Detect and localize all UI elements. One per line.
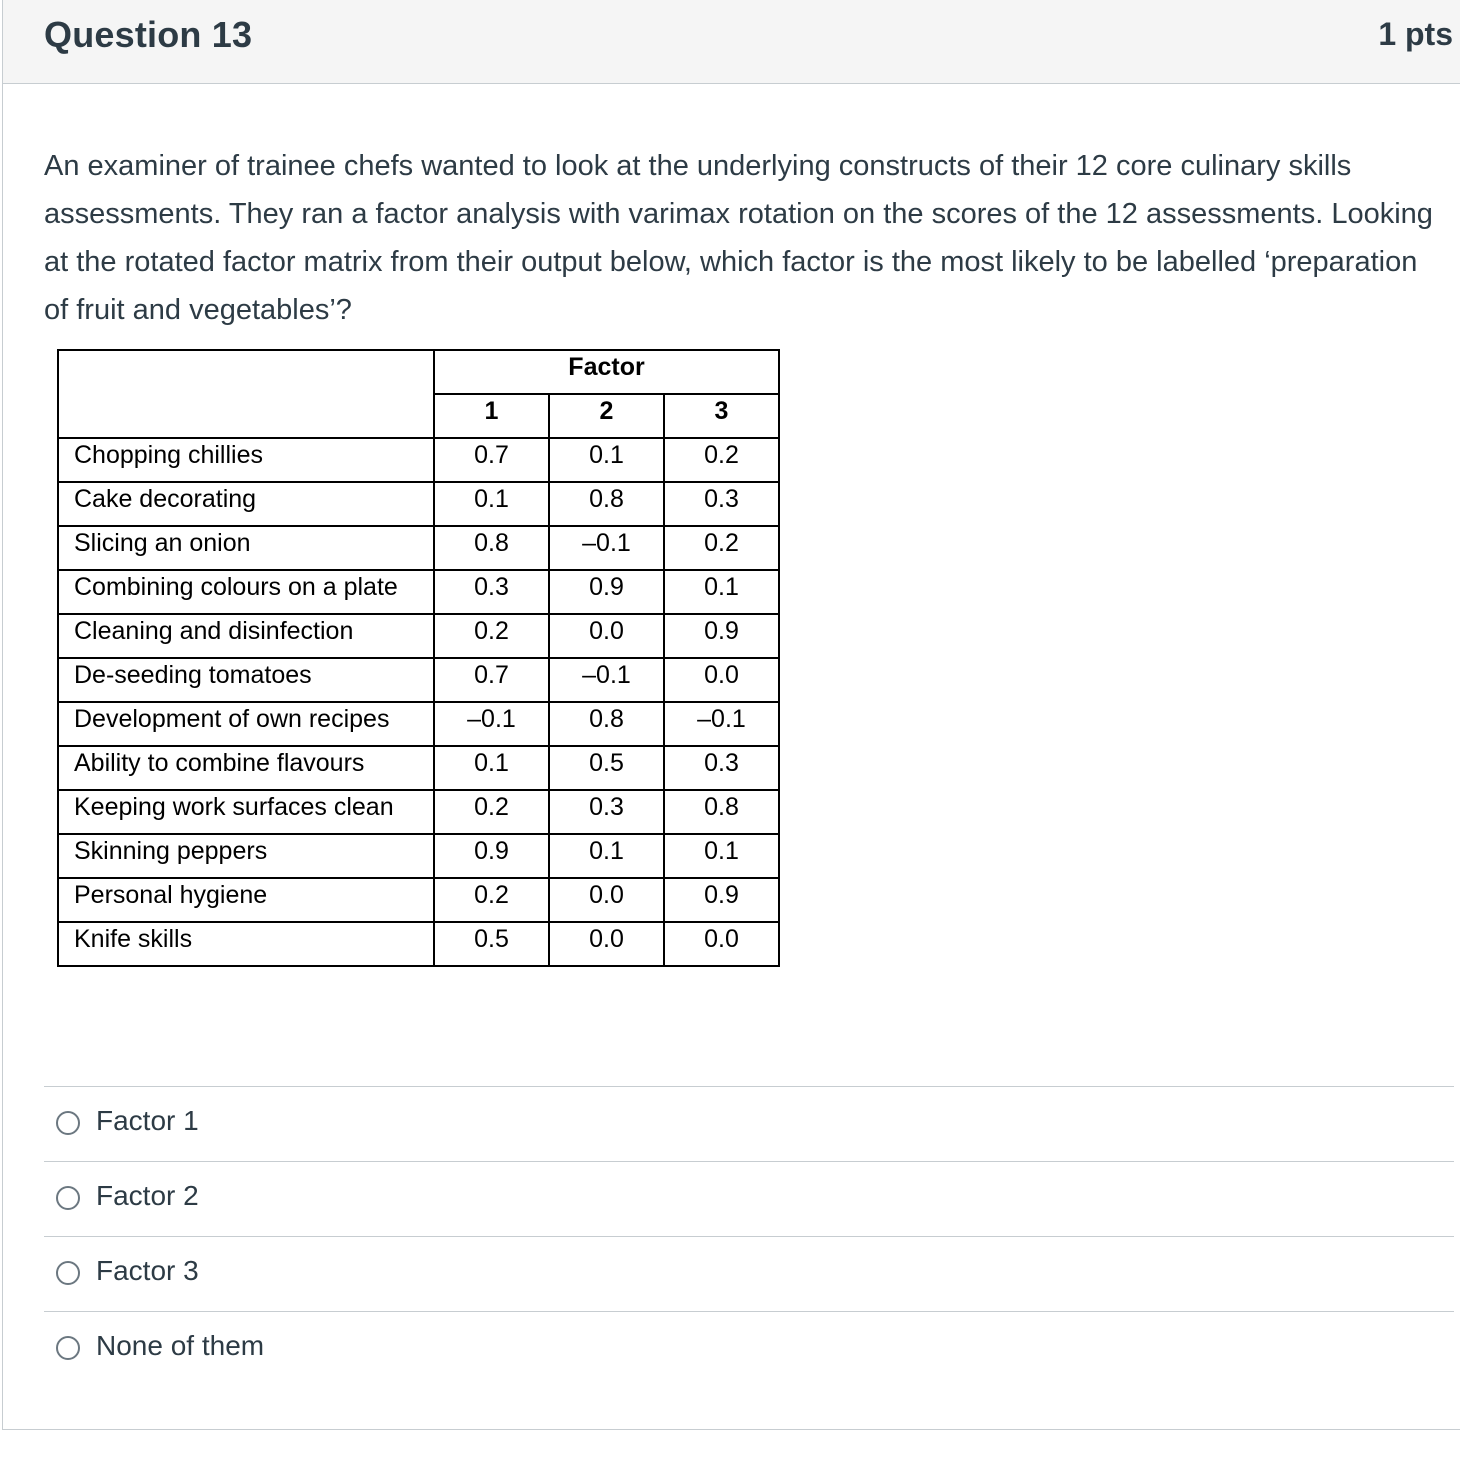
row-label: Cleaning and disinfection <box>58 614 434 658</box>
loading-cell: –0.1 <box>664 702 779 746</box>
row-label: Skinning peppers <box>58 834 434 878</box>
loading-cell: –0.1 <box>549 526 664 570</box>
answer-label[interactable]: None of them <box>96 1330 265 1361</box>
table-row <box>58 790 779 834</box>
loading-cell: 0.2 <box>434 614 549 658</box>
table-corner-cell <box>58 350 434 438</box>
loading-cell: 0.9 <box>664 614 779 658</box>
answer-option[interactable] <box>44 1236 1454 1311</box>
row-label: Personal hygiene <box>58 878 434 922</box>
table-row <box>58 658 779 702</box>
loading-cell: –0.1 <box>434 702 549 746</box>
row-label: Knife skills <box>58 922 434 966</box>
radio-button-icon[interactable] <box>56 1261 80 1285</box>
loading-cell: 0.9 <box>549 570 664 614</box>
loading-cell: 0.2 <box>434 878 549 922</box>
loading-cell: 0.0 <box>549 614 664 658</box>
table-header-row <box>58 350 779 394</box>
answer-label[interactable]: Factor 2 <box>96 1180 199 1211</box>
loading-cell: 0.2 <box>664 526 779 570</box>
loading-cell: 0.5 <box>434 922 549 966</box>
loading-cell: 0.0 <box>549 878 664 922</box>
column-header-3: 3 <box>664 394 779 438</box>
loading-cell: 0.2 <box>434 790 549 834</box>
loading-cell: 0.0 <box>664 658 779 702</box>
answer-label[interactable]: Factor 1 <box>96 1105 199 1136</box>
loading-cell: 0.8 <box>664 790 779 834</box>
rotated-factor-matrix <box>57 349 780 967</box>
loading-cell: 0.1 <box>549 834 664 878</box>
loading-cell: 0.7 <box>434 438 549 482</box>
row-label: Keeping work surfaces clean <box>58 790 434 834</box>
table-row <box>58 746 779 790</box>
loading-cell: 0.1 <box>434 482 549 526</box>
answer-list <box>44 1086 1454 1386</box>
loading-cell: –0.1 <box>549 658 664 702</box>
row-label: Combining colours on a plate <box>58 570 434 614</box>
row-label: Slicing an onion <box>58 526 434 570</box>
question-header <box>3 0 1460 84</box>
loading-cell: 0.8 <box>434 526 549 570</box>
table-row <box>58 438 779 482</box>
question-points: 1 pts <box>1378 16 1453 52</box>
table-row <box>58 922 779 966</box>
loading-cell: 0.9 <box>434 834 549 878</box>
radio-button-icon[interactable] <box>56 1186 80 1210</box>
answer-option[interactable] <box>44 1161 1454 1236</box>
row-label: De-seeding tomatoes <box>58 658 434 702</box>
question-card <box>2 0 1460 1430</box>
loading-cell: 0.7 <box>434 658 549 702</box>
table-row <box>58 570 779 614</box>
table-row <box>58 526 779 570</box>
loading-cell: 0.2 <box>664 438 779 482</box>
loading-cell: 0.1 <box>664 570 779 614</box>
loading-cell: 0.8 <box>549 482 664 526</box>
loading-cell: 0.3 <box>434 570 549 614</box>
row-label: Chopping chillies <box>58 438 434 482</box>
loading-cell: 0.3 <box>549 790 664 834</box>
loading-cell: 0.0 <box>549 922 664 966</box>
loading-cell: 0.1 <box>549 438 664 482</box>
answer-label[interactable]: Factor 3 <box>96 1255 199 1286</box>
radio-button-icon[interactable] <box>56 1336 80 1360</box>
loading-cell: 0.3 <box>664 746 779 790</box>
row-label: Cake decorating <box>58 482 434 526</box>
loading-cell: 0.1 <box>434 746 549 790</box>
column-header-2: 2 <box>549 394 664 438</box>
row-label: Development of own recipes <box>58 702 434 746</box>
question-title: Question 13 <box>44 14 253 55</box>
loading-cell: 0.9 <box>664 878 779 922</box>
radio-button-icon[interactable] <box>56 1111 80 1135</box>
column-header-1: 1 <box>434 394 549 438</box>
loading-cell: 0.3 <box>664 482 779 526</box>
table-row <box>58 834 779 878</box>
answer-option[interactable] <box>44 1311 1454 1386</box>
table-row <box>58 702 779 746</box>
loading-cell: 0.0 <box>664 922 779 966</box>
row-label: Ability to combine flavours <box>58 746 434 790</box>
table-row <box>58 614 779 658</box>
answer-option[interactable] <box>44 1086 1454 1161</box>
question-text: An examiner of trainee chefs wanted to look at the underlying constructs of their 12 core culinary skills assessments. They ran a factor analysis with varimax rotation on the scores of the 12 assessments. Looking at the rotated factor matrix from their output below, which factor is the most likely to be labelled ‘preparation of fruit and vegetables’? <box>44 150 1433 326</box>
loading-cell: 0.1 <box>664 834 779 878</box>
loading-cell: 0.5 <box>549 746 664 790</box>
factor-group-header: Factor <box>434 350 779 394</box>
table-row <box>58 482 779 526</box>
loading-cell: 0.8 <box>549 702 664 746</box>
table-row <box>58 878 779 922</box>
